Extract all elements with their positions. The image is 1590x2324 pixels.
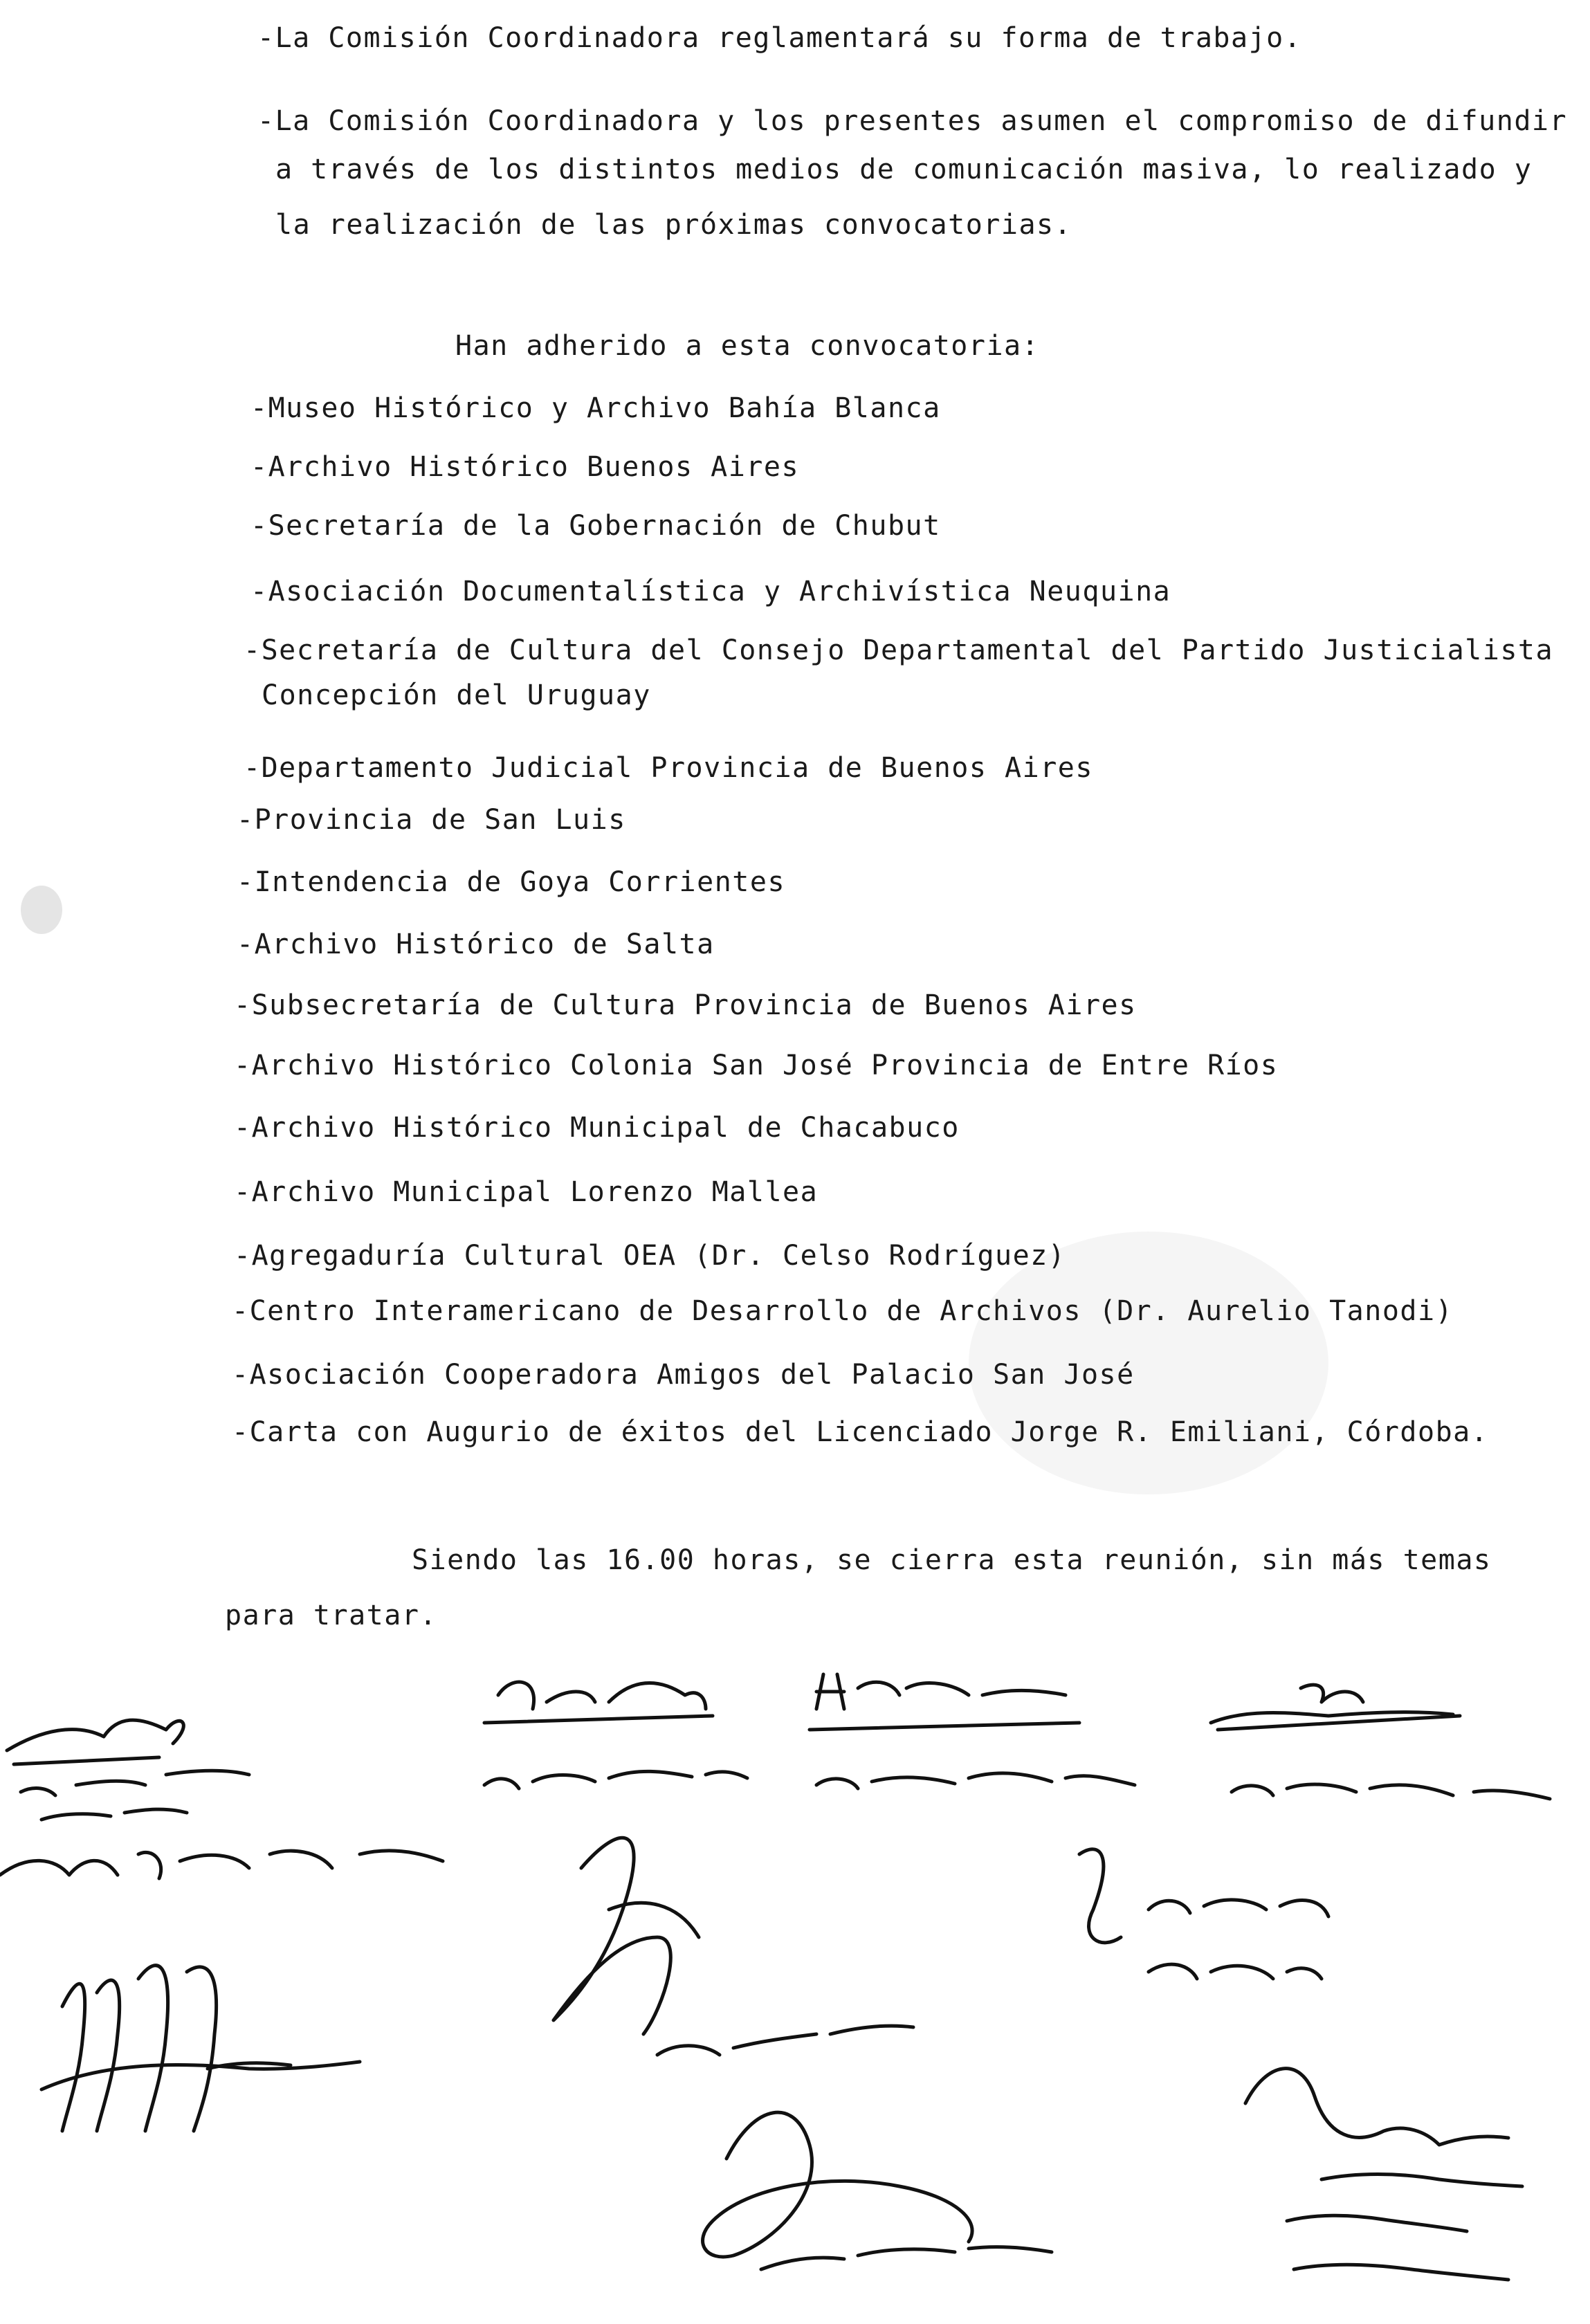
signature-4 [1211,1685,1550,1799]
adherent-item: -Asociación Cooperadora Amigos del Palacio San José [232,1359,1135,1391]
signature-3 [810,1674,1135,1788]
adherent-item: -Archivo Histórico Colonia San José Provincia de Entre Ríos [234,1050,1279,1081]
adherent-item: -Agregaduría Cultural OEA (Dr. Celso Rodríguez) [234,1240,1066,1272]
signature-2 [484,1682,747,1788]
intro-line: -La Comisión Coordinadora reglamentará su forma de trabajo. [257,22,1302,54]
signature-9 [703,2112,1052,2269]
adherent-item: -Subsecretaría de Cultura Provincia de Buenos Aires [234,989,1137,1021]
signatures-area [0,1647,1590,2324]
adherent-item: -Archivo Histórico de Salta [237,928,715,960]
adherent-item: -Asociación Documentalística y Archivística Neuquina [250,576,1171,607]
adherent-item: -Museo Histórico y Archivo Bahía Blanca [250,392,941,424]
adherent-item: -Carta con Augurio de éxitos del Licenciado Jorge R. Emiliani, Córdoba. [232,1416,1489,1448]
adherent-item: -Secretaría de la Gobernación de Chubut [250,510,941,542]
adherent-item: -Provincia de San Luis [237,804,626,836]
closing-line: para tratar. [225,1600,437,1631]
adherent-item: -Intendencia de Goya Corrientes [237,866,786,898]
adherent-item: -Archivo Histórico Buenos Aires [250,451,800,483]
intro-line: -La Comisión Coordinadora y los presentes asumen el compromiso de difundir [257,105,1568,137]
signature-10 [1245,2069,1522,2280]
closing-line: Siendo las 16.00 horas, se cierra esta reunión, sin más temas [412,1544,1492,1576]
adherent-item: -Centro Interamericano de Desarrollo de Archivos (Dr. Aurelio Tanodi) [232,1295,1454,1327]
adherent-item: -Secretaría de Cultura del Consejo Departamental del Partido Justicialista [244,634,1554,666]
adherent-item: Concepción del Uruguay [262,679,651,711]
signature-8 [1079,1849,1328,1979]
paper-stain [21,886,62,934]
adherent-item: -Archivo Municipal Lorenzo Mallea [234,1176,819,1208]
signature-6 [42,1966,360,2131]
intro-line: la realización de las próximas convocatorias. [275,209,1072,241]
signature-5 [0,1851,443,1878]
signature-1 [7,1720,249,1820]
adherent-item: -Departamento Judicial Provincia de Buenos Aires [244,752,1093,784]
adherents-heading: Han adherido a esta convocatoria: [455,330,1040,362]
intro-line: a través de los distintos medios de comunicación masiva, lo realizado y [275,154,1533,185]
adherent-item: -Archivo Histórico Municipal de Chacabuco [234,1112,960,1144]
signature-7 [554,1838,913,2055]
